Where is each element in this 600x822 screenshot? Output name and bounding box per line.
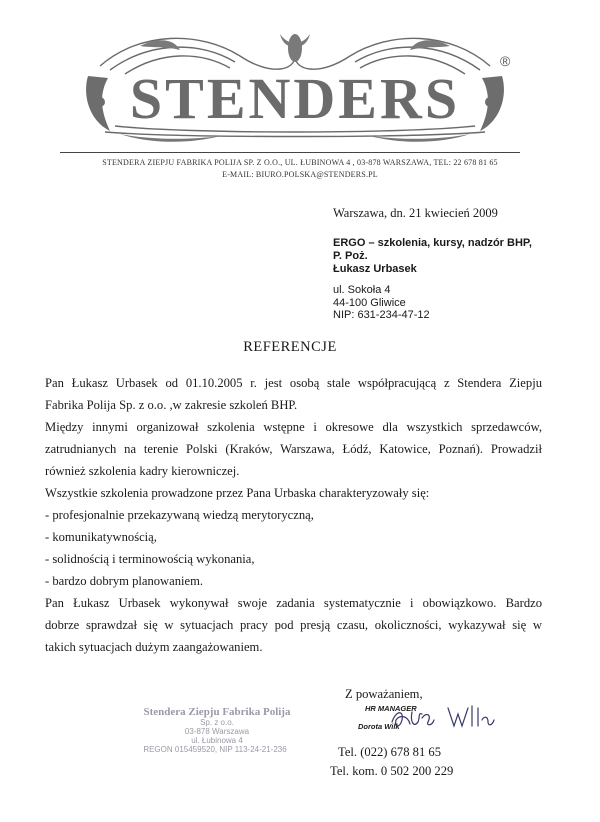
contact-mobile: Tel. kom. 0 502 200 229 [330,764,454,778]
letter-date: Warszawa, dn. 21 kwiecień 2009 [333,206,498,220]
letterhead-divider [60,152,520,153]
stamp-company-name: Stendera Ziepju Fabrika Polija [143,706,291,718]
logo-ornament [80,26,510,146]
paragraph-3: Wszystkie szkolenia prowadzone przez Pana Urbaska charakteryzowały się: [45,486,430,500]
recipient-name: Łukasz Urbasek [333,263,417,275]
stenders-logo [80,26,510,146]
company-address-line: STENDERA ZIEPJU FABRIKA POLIJA SP. Z O.O., UL. ŁUBINOWA 4 , 03-878 WARSZAWA, TEL: 22 678 81 65 [102,158,498,167]
document-title: REFERENCJE [243,339,337,355]
signatory-name: Dorota Wilk [358,722,400,731]
recipient-city: 44-100 Gliwice [333,296,406,309]
paragraph-2-line-2: zatrudnianych na terenie Polski (Kraków, Warszawa, Łódź, Katowice, Poznań). Prowadził [45,442,542,456]
paragraph-4-line-2: dobrze sprawdzał się w sytuacjach pracy pod presją czasu, okoliczności, wykazywał się w [45,618,542,632]
closing-regards: Z poważaniem, [345,687,423,701]
recipient-street: ul. Sokoła 4 [333,284,391,296]
company-stamp [142,706,292,754]
list-item-3: - solidnością i terminowością wykonania, [45,552,255,566]
recipient-block [333,237,593,276]
stamp-company-form: Sp. z o.o. [200,718,234,727]
paragraph-1-line-1: Pan Łukasz Urbasek od 01.10.2005 r. jest osobą stale współpracującą z Stendera Ziepju [45,376,542,390]
registered-mark: ® [500,53,511,69]
paragraph-1-line-2: Fabrika Polija Sp. z o.o. ,w zakresie szkoleń BHP. [45,398,298,412]
letter-body [45,372,542,658]
signatory-position: HR MANAGER [365,704,417,713]
stamp-address: 03-878 Warszawa [184,727,250,736]
paragraph-2-line-1: Między innymi organizował szkolenia wstępne i okresowe dla wszystkich sprzedawców, [45,420,542,434]
stamp-street: ul. Łubinowa 4 [191,736,243,745]
recipient-line-1: ERGO – szkolenia, kursy, nadzór BHP, [333,237,532,249]
handwritten-signature [388,702,498,734]
stamp-regon: REGON 015459520, NIP 113-24-21-236 [143,745,287,754]
company-email-line: E-MAIL: BIURO.POLSKA@STENDERS.PL [222,170,378,179]
paragraph-2-line-3: również szkolenia kadry kierowniczej. [45,464,240,478]
paragraph-4-line-3: takich sytuacjach dużym zaangażowaniem. [45,640,263,654]
paragraph-4-line-1: Pan Łukasz Urbasek wykonywał swoje zadania systematycznie i obowiązkowo. Bardzo [45,596,542,610]
list-item-1: - profesjonalnie przekazywaną wiedzą merytoryczną, [45,508,314,522]
recipient-nip: NIP: 631-234-47-12 [333,309,430,321]
brand-name: STENDERS [129,66,461,131]
list-item-4: - bardzo dobrym planowaniem. [45,574,204,588]
recipient-line-2: P. Poż. [333,250,368,262]
contact-phone: Tel. (022) 678 81 65 [338,745,442,759]
list-item-2: - komunikatywnością, [45,530,157,544]
recipient-address [333,284,430,322]
